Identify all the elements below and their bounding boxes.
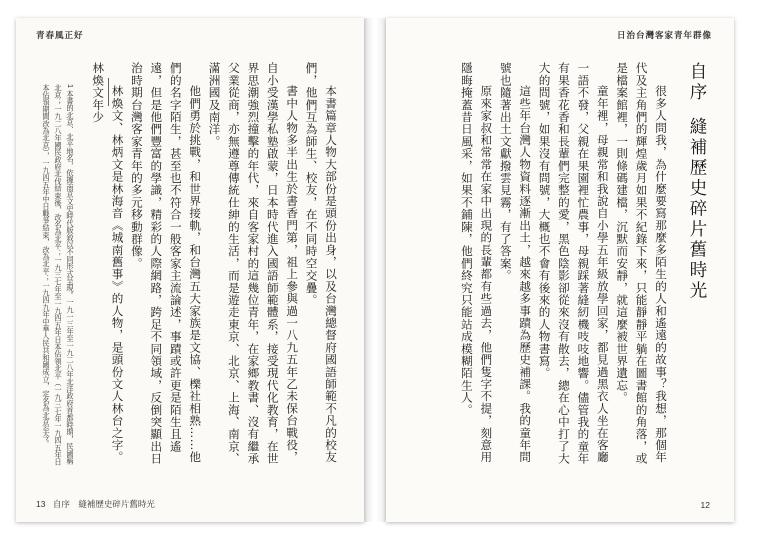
running-header-right: 日治台灣客家青年群像 bbox=[616, 31, 712, 41]
chapter-title-main: 縫補歷史碎片舊時光 bbox=[687, 117, 707, 302]
chapter-title-label: 自序 bbox=[687, 62, 707, 103]
right-paragraph-4: 原來家叔和常常在家中出現的長輩都有些過去，他們隻字不提，刻意用隱晦掩蓋昔日風采，如果不鋪陳，他們終究只能站成模糊陌生人。 bbox=[459, 62, 494, 464]
gutter-shadow bbox=[364, 18, 386, 522]
left-body-text bbox=[88, 62, 340, 470]
footnote-mark: 1 bbox=[66, 84, 75, 88]
right-paragraph-1: 很多人問我，為什麼要寫那麼多陌生的人和遙遠的故事？我想，那個年代及主角們的輝煌歲月如果不紀錄下來，只能靜靜平躺在圖書館的角落，或是檔案館裡，一則條碼建檔，沉默而安靜，就這麼被世界遺忘。 bbox=[615, 62, 668, 465]
left-paragraph-2: 書中人物多半出生於書香門第，祖上參與過一八九五年乙未保台戰役，自小受漢學私塾啟蒙，日本時代進入國語師範體系，接受現代化教育，在世界思潮強烈撞擊的年代，來自客家村的這幾位青年，在家鄉教書、沒有繼承父業從商，亦無遵尊傳統仕紳的生活，而是遊走東京、北京、上海、南京、滿洲國及南洋。 bbox=[207, 62, 300, 465]
footnote-block bbox=[40, 84, 76, 468]
left-paragraph-1: 本書篇章人物大部份是頭份出身，以及台灣總督府國語師範不凡的校友們，他們互為師生、校友，在不同時空交疊。 bbox=[304, 62, 338, 464]
left-paragraph-4: 林煥文、林炳文是林海音《城南舊事》的人物，是頭份文人林台之字。林煥文年少 bbox=[91, 62, 125, 464]
chapter-title bbox=[686, 62, 708, 302]
running-header-left: 青春風正好 bbox=[36, 31, 84, 41]
footnote-text: 本書的北京、北平地名，依據南京文史時代版敘以不同形式呈現。一九一三年至一九二八年北洋政府首都時期，民國稱北京；一九二八年國民政府北伐結束後，改名為北平；一九三七年至一九四五年日本佔領北平（一九三七年一九四五年日本佔領期間改為北京），一九四五年中日戰爭結束，改為北平；一九四九年中華人民共和國成立，定名為北京至今。 bbox=[42, 84, 75, 466]
right-page bbox=[386, 18, 734, 522]
right-paragraph-2: 童年裡，母親常和我說自小學五年級放學回家，都見過黑衣人坐在客廳一語不發，父親在果園裡忙農事，母親踩著縫紉機吱吱地響。儘管我的童年有果香花香和長輩們完整的愛，黑色陰影卻從來沒有散去，總在心中打了大大的問號，如果沒有問號，大概也不會有後來的人物書寫。 bbox=[537, 62, 610, 465]
footer-right bbox=[701, 500, 710, 510]
footnote-divider bbox=[108, 78, 109, 106]
footer-left bbox=[36, 498, 155, 510]
right-body-text bbox=[457, 62, 670, 470]
left-paragraph-3: 他們勇於挑戰，和世界接軌，和台灣五大家族是文協、櫟社相熟……他們的名字陌生，甚至也不符合一般客家主流論述，事蹟或許更是陌生且遙遠，但是他們豐富的學識，精彩的人際網路，跨足不同領域，反倒突顯出日治時期台灣客家青年的多元移動群像。 bbox=[129, 62, 203, 465]
page-number-right: 12 bbox=[700, 500, 710, 510]
right-paragraph-3: 這些年台灣人物資料逐漸出土，越來越多事蹟為歷史補課。我的童年問號也隨著出土文獻撥雲見霧，有了答案。 bbox=[498, 62, 533, 464]
left-page bbox=[16, 18, 364, 522]
footer-chapter-title: 自序 縫補歷史碎片舊時光 bbox=[52, 499, 155, 509]
page-number-left: 13 bbox=[36, 499, 46, 509]
